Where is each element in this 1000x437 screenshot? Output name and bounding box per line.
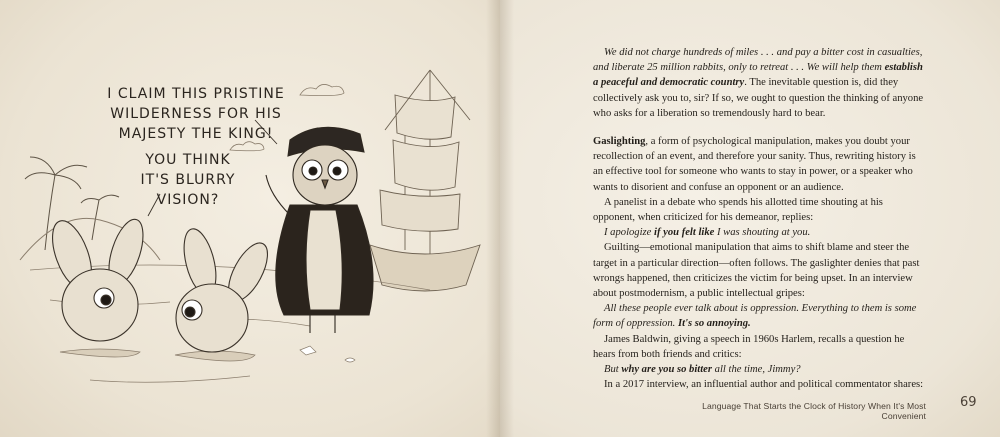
paragraph-interview-2017: In a 2017 interview, an influential author and political commentator shares: <box>604 379 924 391</box>
rabbit-right <box>176 226 275 352</box>
p1-text-a: We did not charge hundreds of miles . . . and pay a bitter cost in casualties, and liberate 25 million rabbits, only to retreat . . . We will help them <box>593 47 923 74</box>
p2-text: , a form of psychological manipulation, makes you doubt your recollection of an event, and therefore your sanity. Thus, rewriting history is an effective tool for someone who wants to stay in power, or a speaker who wants to disorient and confuse an opponent or an audience. <box>593 136 916 193</box>
paragraph-baldwin: James Baldwin, giving a speech in 1960s Harlem, recalls a question he hears from both friends and critics: <box>593 333 905 360</box>
ship-icon <box>370 70 480 291</box>
p4-text-bold: if you felt like <box>654 227 715 239</box>
p4-text-a: I apologize <box>604 227 655 239</box>
paragraph-gaslighting <box>593 134 926 195</box>
p8-text-a: But <box>604 364 622 376</box>
rabbit-left <box>45 215 150 341</box>
p6-text-bold: It's so annoying. <box>677 318 751 330</box>
rabbit-speech-caption: YOU THINK IT'S BLURRY VISION? <box>140 152 236 208</box>
owl-explorer <box>266 127 373 333</box>
p4-text-c: I was shouting at you. <box>714 227 811 239</box>
owl-speech-caption: I CLAIM THIS PRISTINE WILDERNESS FOR HIS MAJESTY THE KING! <box>107 86 285 142</box>
paragraph-guilting: Guilting—emotional manipulation that aims to shift blame and steer the target in a particular direction—often follows. The gaslighter denies that past wrongs happened, then criticizes the victim for being upset. In an interview about postmodernism, a public intellectual gripes: <box>593 242 920 300</box>
p8-text-c: all the time, Jimmy? <box>712 364 801 376</box>
gaslighting-term: Gaslighting <box>593 136 646 148</box>
paragraph-bitter-quote <box>593 362 926 377</box>
page-number: 69 <box>960 395 977 410</box>
paragraph-panelist: A panelist in a debate who spends his allotted time shouting at his opponent, when criticized for his demeanor, replies: <box>593 196 883 224</box>
paragraph-apology-quote <box>593 225 926 240</box>
running-footer-title: Language That Starts the Clock of History When It's Most Convenient <box>702 401 926 421</box>
p6-text-a: All these people ever talk about is oppression. Everything to them is some form of oppression. <box>593 303 917 330</box>
paragraph-oppression-quote <box>593 301 926 331</box>
body-text <box>593 45 926 392</box>
p1-text-bold: establish a peaceful and democratic country <box>593 62 923 89</box>
p8-text-bold: why are you so bitter <box>621 364 713 376</box>
paragraph-quote-liberation <box>593 45 926 121</box>
p1-text-c: . The inevitable question is, did they collectively ask you to, sir? If so, we ought to question the thinking of anyone who asks for a liberation so tremendously hard to bear. <box>593 77 924 119</box>
